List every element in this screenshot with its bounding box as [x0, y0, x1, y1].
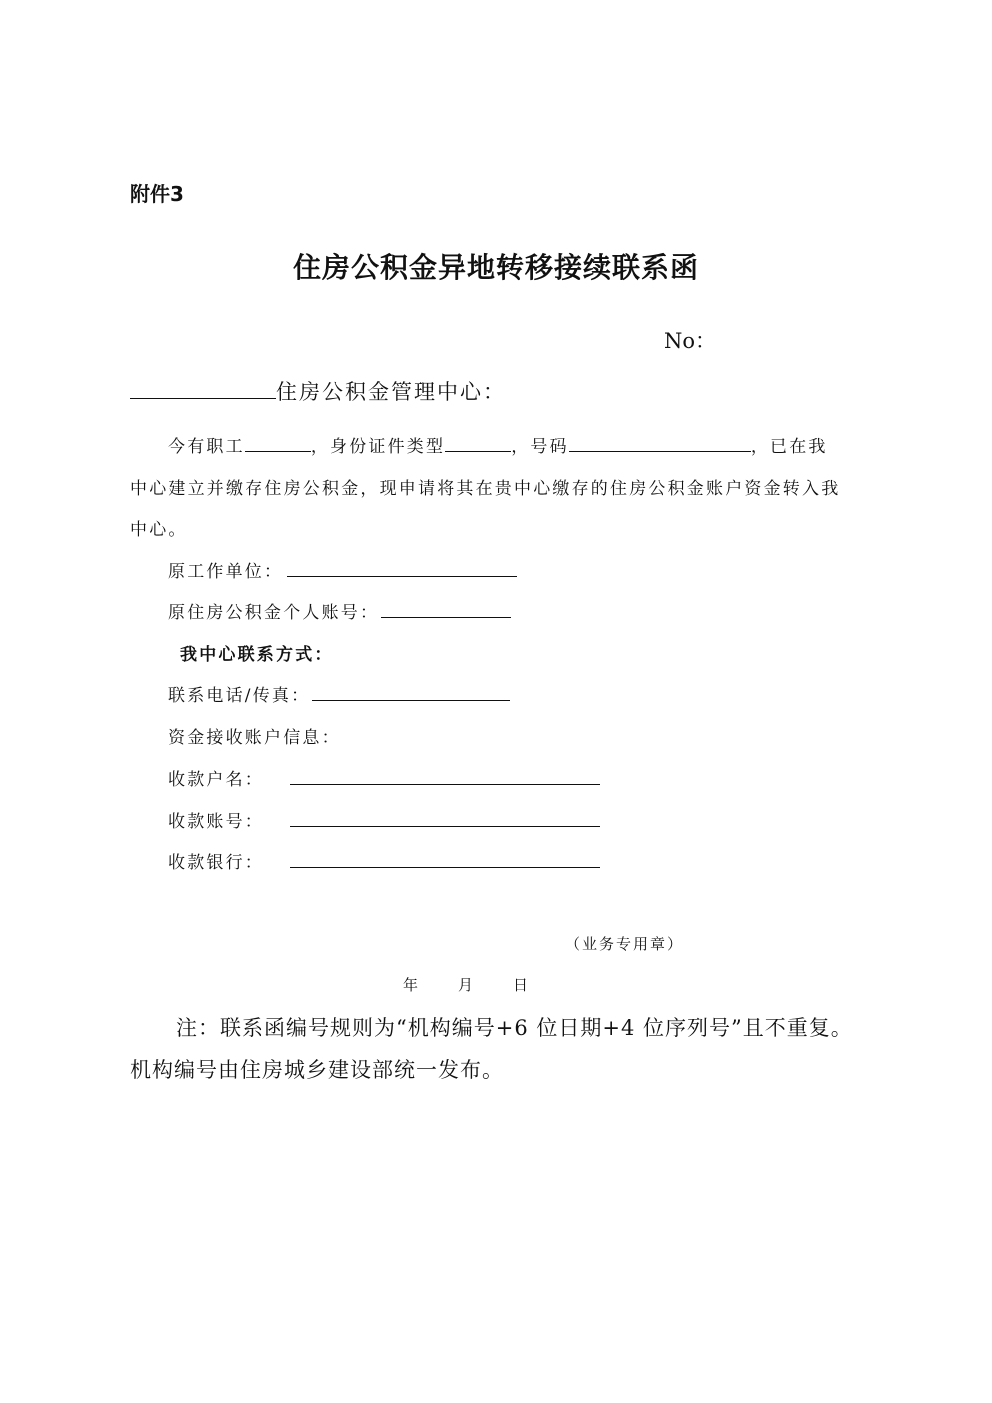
date-month-label: 月 [458, 976, 474, 994]
payee-name-label: 收款户名： [168, 770, 264, 790]
addressee-blank[interactable] [130, 398, 276, 399]
original-account-row [168, 598, 511, 623]
date-line [403, 974, 528, 995]
contact-heading: 我中心联系方式： [180, 645, 334, 665]
payee-bank-label: 收款银行： [168, 853, 264, 873]
original-employer-label: 原工作单位： [168, 562, 284, 582]
page-title: 住房公积金异地转移接续联系函 [292, 251, 699, 284]
attachment-label: 附件3 [130, 182, 184, 206]
phone-fax-blank[interactable] [312, 700, 510, 701]
original-account-blank[interactable] [381, 617, 511, 618]
phone-fax-row [168, 681, 510, 706]
payee-bank-row [168, 848, 600, 873]
payee-bank-blank[interactable] [290, 867, 600, 868]
employee-label: 今有职工 [168, 437, 245, 457]
id-type-label: ，身份证件类型 [310, 437, 446, 457]
date-day-label: 日 [513, 976, 529, 994]
id-type-blank[interactable] [445, 451, 511, 452]
id-number-label: ，号码 [511, 437, 569, 457]
paragraph-line-1 [168, 432, 828, 457]
original-employer-row [168, 557, 517, 582]
addressee-line [130, 376, 506, 406]
paragraph-line-2: 中心建立并缴存住房公积金，现申请将其在贵中心缴存的住房公积金账户资金转入我 [130, 479, 841, 499]
payee-account-label: 收款账号： [168, 812, 264, 832]
payee-name-row [168, 765, 600, 790]
id-number-blank[interactable] [569, 451, 751, 452]
date-year-label: 年 [403, 976, 419, 994]
paragraph-continuation: ，已在我 [750, 437, 828, 457]
phone-fax-label: 联系电话/传真： [168, 686, 311, 706]
addressee-suffix: 住房公积金管理中心： [276, 380, 506, 404]
payee-name-blank[interactable] [290, 784, 600, 785]
payee-account-row [168, 807, 600, 832]
employee-name-blank[interactable] [245, 451, 311, 452]
business-seal-label: （业务专用章） [565, 935, 685, 953]
note-line-2: 机构编号由住房城乡建设部统一发布。 [130, 1058, 504, 1082]
original-employer-blank[interactable] [287, 576, 517, 577]
original-account-label: 原住房公积金个人账号： [168, 603, 380, 623]
note-line-1: 注：联系函编号规则为“机构编号+6 位日期+4 位序列号”且不重复。 [176, 1016, 853, 1040]
receiving-account-heading: 资金接收账户信息： [168, 728, 341, 748]
paragraph-line-3: 中心。 [130, 520, 188, 540]
payee-account-blank[interactable] [290, 826, 600, 827]
letter-number-label: No： [664, 329, 717, 353]
